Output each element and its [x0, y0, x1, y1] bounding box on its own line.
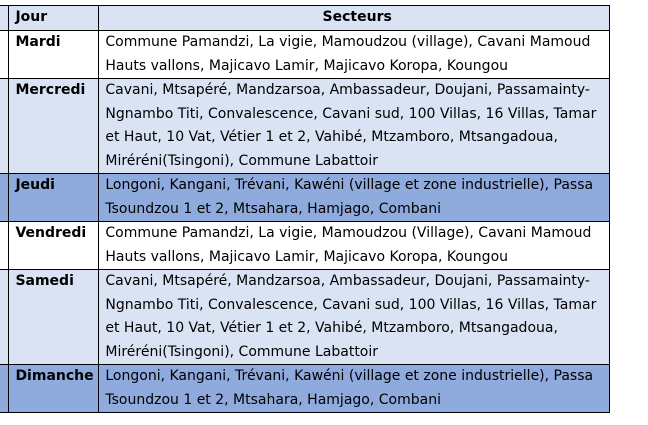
table-row	[0, 222, 610, 270]
sectors-cell	[99, 222, 610, 270]
sectors-line: Commune Pamandzi, La vigie, Mamoudzou (Village), Cavani Mamoud	[105, 225, 592, 241]
date-cell	[0, 174, 9, 222]
table-row	[0, 270, 610, 365]
sectors-line: Miréréni(Tsingoni), Commune Labattoir	[105, 152, 379, 169]
table-header-row	[0, 6, 610, 31]
sectors-line: Commune Pamandzi, La vigie, Mamoudzou (village), Cavani Mamoud	[105, 34, 591, 50]
sectors-line: Hauts vallons, Majicavo Lamir, Majicavo Koropa, Koungou	[105, 57, 509, 74]
day-cell: Mardi	[9, 31, 99, 79]
sectors-cell	[99, 270, 610, 365]
sectors-line: Cavani, Mtsapéré, Mandzarsoa, Ambassadeur, Doujani, Passamainty-	[105, 82, 590, 98]
sectors-cell	[99, 365, 610, 413]
date-cell	[0, 222, 9, 270]
sectors-cell	[99, 174, 610, 222]
table-row	[0, 31, 610, 79]
date-column-header	[0, 6, 9, 31]
sectors-line: Miréréni(Tsingoni), Commune Labattoir	[105, 343, 379, 360]
table-row	[0, 174, 610, 222]
sectors-line: Tsoundzou 1 et 2, Mtsahara, Hamjago, Combani	[105, 391, 441, 408]
sectors-line: et Haut, 10 Vat, Vétier 1 et 2, Vahibé, Mtzamboro, Mtsangadoua,	[105, 129, 558, 145]
sectors-line: Tsoundzou 1 et 2, Mtsahara, Hamjago, Combani	[105, 200, 441, 217]
sectors-line: Ngnambo Titi, Convalescence, Cavani sud, 100 Villas, 16 Villas, Tamar	[105, 296, 597, 313]
sectors-line: Longoni, Kangani, Trévani, Kawéni (village et zone industrielle), Passa	[105, 177, 594, 193]
date-cell	[0, 31, 9, 79]
date-cell	[0, 79, 9, 174]
day-cell: Samedi	[9, 270, 99, 365]
day-cell: Mercredi	[9, 79, 99, 174]
table-row	[0, 79, 610, 174]
sectors-cell	[99, 31, 610, 79]
date-cell	[0, 270, 9, 365]
sectors-line: Cavani, Mtsapéré, Mandzarsoa, Ambassadeur, Doujani, Passamainty-	[105, 273, 590, 289]
day-cell: Vendredi	[9, 222, 99, 270]
sectors-line: et Haut, 10 Vat, Vétier 1 et 2, Vahibé, Mtzamboro, Mtsangadoua,	[105, 320, 558, 336]
sectors-line: Hauts vallons, Majicavo Lamir, Majicavo Koropa, Koungou	[105, 248, 509, 265]
date-cell	[0, 365, 9, 413]
sectors-column-header: Secteurs	[99, 6, 610, 31]
sectors-line: Longoni, Kangani, Trévani, Kawéni (village et zone industrielle), Passa	[105, 368, 594, 384]
sectors-line: Ngnambo Titi, Convalescence, Cavani sud, 100 Villas, 16 Villas, Tamar	[105, 105, 597, 122]
table-body	[0, 31, 610, 413]
day-cell: Dimanche	[9, 365, 99, 413]
sectors-cell	[99, 79, 610, 174]
table-row	[0, 365, 610, 413]
day-column-header: Jour	[9, 6, 99, 31]
day-cell: Jeudi	[9, 174, 99, 222]
schedule-table	[0, 5, 610, 413]
